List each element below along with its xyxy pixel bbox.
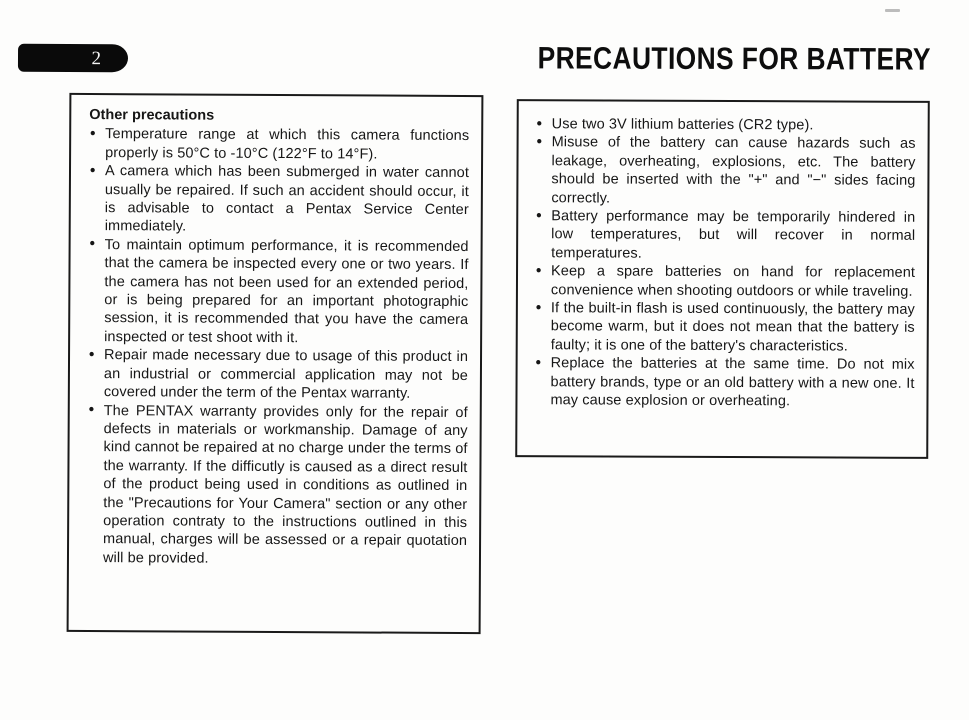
bullet-item: • If the built-in flash is used continuously, the battery may become warm, but it does not mean that the battery is faulty; it is one of the battery's characteristics.: [535, 299, 915, 356]
bullet-item: • The PENTAX warranty provides only for the repair of defects in materials or workmanship. Damage of any kind cannot be repaired at no charge under the terms of the warranty. If the difficutly is caused as a direct result of the product being used in conditions as outlined in the "Precautions for Your Camera" section or any other operation contraty to the instructions outlined in this manual, charges will be assessed or a repair quotation will be provided.: [87, 402, 468, 570]
bullet-item: • Temperature range at which this camera functions properly is 50°C to -10°C (122°F to 14°F).: [89, 125, 469, 164]
bullet-item: • Battery performance may be temporarily hindered in low temperatures, but will recover in normal temperatures.: [535, 207, 915, 264]
page-number-tab: [18, 44, 128, 73]
left-bullet-list: [87, 125, 469, 569]
bullet-item: • A camera which has been submerged in water cannot usually be repaired. If such an accident should occur, it is advisable to contact a Pentax Service Center immediately.: [89, 162, 469, 238]
right-bullet-list: [534, 115, 915, 411]
page-number: 2: [91, 47, 102, 69]
bullet-item: • Replace the batteries at the same time. Do not mix battery brands, type or an old battery with a new one. It may cause explosion or overheating.: [534, 354, 914, 411]
bullet-item: • To maintain optimum performance, it is recommended that the camera be inspected every one or two years. If the camera has not been used for an extended period, or is being prepared for an important photographic session, it is recommended that you have the camera inspected or test shoot with it.: [88, 236, 469, 348]
bullet-item: • Misuse of the battery can cause hazards such as leakage, overheating, explosions, etc. The battery should be inserted with the "+" and "−" sides facing correctly.: [535, 134, 915, 209]
bullet-item: • Use two 3V lithium batteries (CR2 type).: [536, 115, 916, 135]
left-box-heading: Other precautions: [89, 107, 215, 124]
page-title: PRECAUTIONS FOR BATTERY: [537, 40, 931, 77]
battery-precautions-box: [515, 99, 930, 459]
scan-artifact-mark: [885, 9, 900, 12]
bullet-item: • Keep a spare batteries on hand for replacement convenience when shooting outdoors or while traveling.: [535, 262, 915, 300]
other-precautions-box: [67, 93, 484, 634]
bullet-item: • Repair made necessary due to usage of this product in an industrial or commercial application may not be covered under the term of the Pentax warranty.: [88, 346, 468, 403]
